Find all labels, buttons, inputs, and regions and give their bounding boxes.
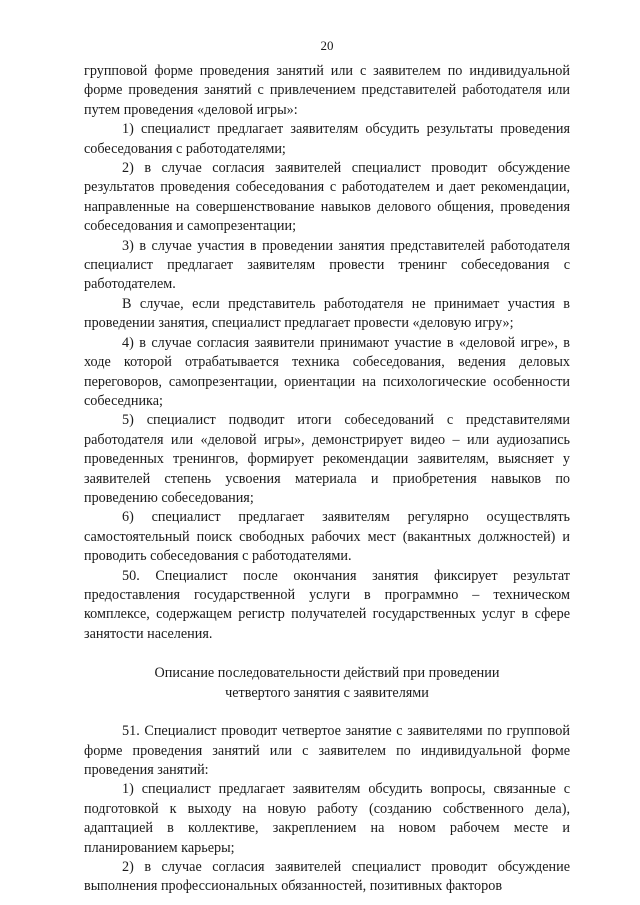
- section-heading: [84, 663, 570, 703]
- paragraph: 2) в случае согласия заявителей специалист проводит обсуждение результатов проведения собеседования с работодателем и дает рекомендации, направленные на совершенствование навыков делового общения, проведения собеседования и самопрезентации;: [84, 160, 570, 235]
- paragraph: 4) в случае согласия заявители принимают участие в «деловой игре», в ходе которой отрабатывается техника собеседования, ведения деловых переговоров, самопрезентации, ориентации на психологические особенности собеседника;: [84, 334, 570, 409]
- paragraph: 2) в случае согласия заявителей специалист проводит обсуждение выполнения профессиональных обязанностей, позитивных факторов: [84, 859, 570, 895]
- section-heading-line: Описание последовательности действий при проведении: [154, 665, 500, 682]
- section-heading-line: четвертого занятия с заявителями: [225, 685, 429, 702]
- page-number: 20: [320, 38, 334, 53]
- paragraph: групповой форме проведения занятий или с заявителем по индивидуальной форме проведения занятий с привлечением представителей работодателя или путем проведения «деловой игры»:: [84, 63, 570, 118]
- paragraph: 6) специалист предлагает заявителям регулярно осуществлять самостоятельный поиск свободных рабочих мест (вакантных должностей) и проводить собеседования с работодателями.: [84, 509, 570, 565]
- paragraph: 1) специалист предлагает заявителям обсудить вопросы, связанные с подготовкой к выходу на новую работу (созданию собственного дела), адаптацией в коллективе, закреплением на новом рабочем месте и планированием карьеры;: [84, 781, 570, 856]
- paragraph: 1) специалист предлагает заявителям обсудить результаты проведения собеседования с работодателями;: [84, 121, 570, 157]
- paragraph: В случае, если представитель работодателя не принимает участия в проведении занятия, специалист предлагает провести «деловую игру»;: [84, 295, 570, 332]
- paragraph: 3) в случае участия в проведении занятия представителей работодателя специалист предлагает заявителям провести тренинг собеседования с работодателем.: [84, 237, 570, 293]
- document-body: [84, 62, 570, 897]
- paragraph: 50. Специалист после окончания занятия фиксирует результат предоставления государственной услуги в программно – техническом комплексе, содержащем регистр получателей государственных услуг в сфере занятости населения.: [84, 567, 570, 642]
- paragraph: 5) специалист подводит итоги собеседований с представителями работодателя или «деловой игры», демонстрирует видео – или аудиозапись проведенных тренингов, формирует рекомендации заявителям, выясняет у заявителей степень усвоения материала и приобретения навыков по проведению собеседования;: [84, 412, 570, 506]
- paragraph: 51. Специалист проводит четвертое занятие с заявителями по групповой форме проведения занятий или с заявителем по индивидуальной форме проведения занятий:: [84, 723, 570, 778]
